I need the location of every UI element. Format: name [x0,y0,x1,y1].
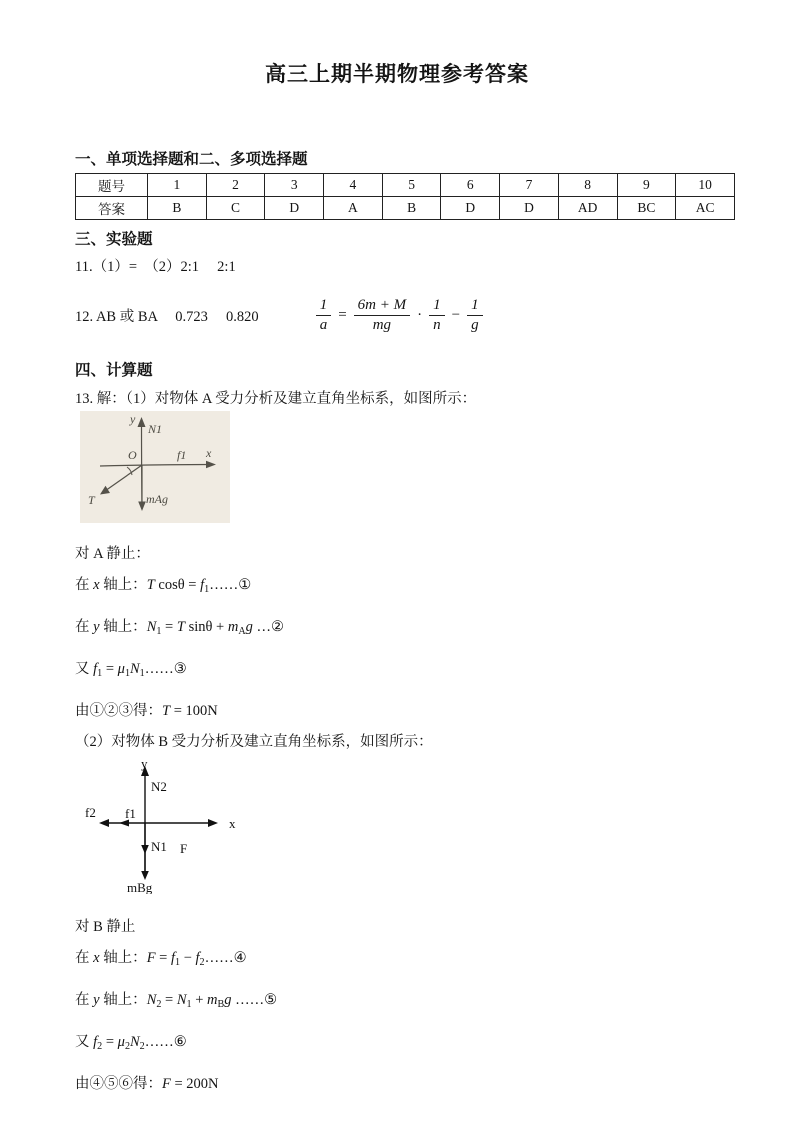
label-y-axis: y [130,412,136,426]
equation-a-friction: 又 f1 = μ1N1……③ [75,661,187,679]
section-heading-choice: 一、单项选择题和二、多项选择题 [75,151,308,168]
minus-sign: − [451,306,461,323]
answer-cell: A [324,197,383,220]
answer-cell: AD [558,197,617,220]
question-11: 11.（1）= （2）2:1 2:1 [75,259,236,275]
figure-force-diagram-a [80,411,729,528]
equation-a-y-axis: 在 y 轴上：N1 = T sinθ + mAg …② [75,619,285,637]
question-number-cell: 9 [617,174,676,197]
label-origin: O [128,448,137,462]
label-y-axis: y [141,758,148,771]
question-number-cell: 6 [441,174,500,197]
label-x-axis: x [206,446,212,460]
section-heading-calc: 四、计算题 [75,362,153,379]
answer-cell: C [206,197,265,220]
row-label-answer: 答案 [76,197,148,220]
label-normal-force-n1: N1 [151,839,167,854]
x-axis-arrowhead [208,819,218,827]
equation-a-x-axis: 在 x 轴上：T cosθ = f1……① [75,577,252,595]
multiply-dot: · [417,306,423,323]
fraction: $\frac{1}{g}$ [467,297,483,333]
statement-b-static: 对 B 静止 [75,919,136,935]
label-applied-force-f: F [180,841,188,856]
figure-force-diagram-b [85,758,729,899]
friction2-arrowhead [99,819,109,827]
answer-cell: D [500,197,559,220]
section-heading-experiment: 三、实验题 [75,231,153,248]
row-label-number: 题号 [76,174,148,197]
page-title: 高三上期半期物理参考答案 [265,62,529,86]
question-number-cell: 5 [382,174,441,197]
label-friction-f1: f1 [125,806,136,821]
equation-b-x-axis: 在 x 轴上：F = f1 − f2……④ [75,950,247,968]
question-number-cell: 4 [324,174,383,197]
question-number-cell: 8 [558,174,617,197]
equation-b-y-axis: 在 y 轴上：N2 = N1 + mBg ……⑤ [75,992,278,1010]
answer-table [75,173,735,220]
force-diagram-a-svg [80,411,230,523]
fraction: $\frac{1}{n}$ [429,297,445,333]
label-friction-f2: f2 [85,805,96,820]
answer-cell: B [382,197,441,220]
question-13-intro: 13. 解：（1）对物体 A 受力分析及建立直角坐标系，如图所示： [75,391,477,407]
equation-b-result: 由④⑤⑥得：F = 200N [75,1076,219,1092]
label-x-axis: x [229,816,236,831]
answer-cell: D [441,197,500,220]
question-12 [75,291,729,339]
equation-a-result: 由①②③得：T = 100N [75,703,218,719]
question-number-cell: 7 [500,174,559,197]
fraction: $\frac{1}{a}$ [316,297,332,333]
part2-intro: （2）对物体 B 受力分析及建立直角坐标系，如图所示： [75,734,433,750]
answer-cell: BC [617,197,676,220]
label-normal-force-n2: N2 [151,779,167,794]
statement-a-static: 对 A 静止： [75,546,150,562]
table-row-numbers [76,174,735,197]
normal1-arrowhead [141,845,149,854]
force-diagram-b-svg [85,758,257,894]
label-friction-f1: f1 [177,448,187,462]
question-12-text: 12. AB 或 BA 0.723 0.820 [75,308,259,325]
label-normal-force-n1: N1 [148,422,163,436]
question-12-formula [314,297,485,333]
fraction: $\frac{6m + M}{mg}$ [354,297,410,333]
label-gravity-mbg: mBg [127,880,153,894]
question-number-cell: 3 [265,174,324,197]
table-row-answers [76,197,735,220]
answer-cell: AC [676,197,735,220]
question-number-cell: 1 [148,174,207,197]
answer-cell: B [148,197,207,220]
question-number-cell: 10 [676,174,735,197]
question-number-cell: 2 [206,174,265,197]
label-tension-t: T [88,493,95,507]
answer-cell: D [265,197,324,220]
label-gravity-mag: mAg [146,492,168,506]
equation-b-friction: 又 f2 = μ2N2……⑥ [75,1034,187,1052]
gravity-arrowhead [141,871,149,880]
equals-sign: = [338,306,347,323]
